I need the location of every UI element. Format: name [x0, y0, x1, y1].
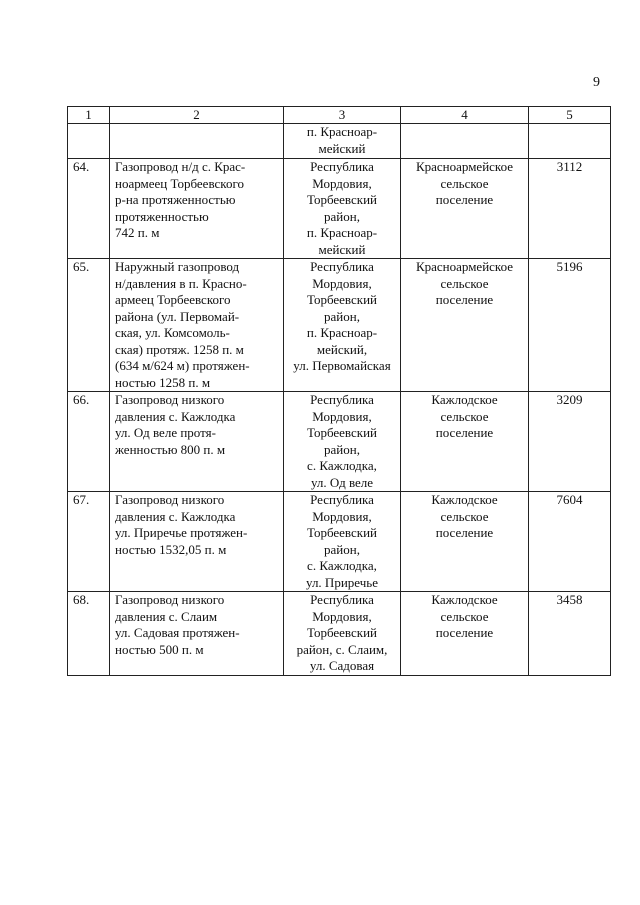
row-number: 65.	[68, 259, 110, 392]
column-header-3: 3	[284, 107, 401, 124]
row-number: 64.	[68, 159, 110, 259]
row-number: 66.	[68, 392, 110, 492]
settlement-name: Красноармейское сельское поселение	[401, 159, 529, 259]
header-row	[68, 107, 611, 124]
column-header-4: 4	[401, 107, 529, 124]
row-number: 68.	[68, 592, 110, 676]
object-length: 7604	[529, 492, 611, 592]
settlement-name: Красноармейское сельское поселение	[401, 259, 529, 392]
gas-pipelines-table	[67, 106, 611, 676]
column-header-1: 1	[68, 107, 110, 124]
table-row	[68, 259, 611, 392]
continuation-length-cell	[529, 124, 611, 159]
table-row	[68, 492, 611, 592]
settlement-name: Кажлодское сельское поселение	[401, 492, 529, 592]
settlement-name: Кажлодское сельское поселение	[401, 392, 529, 492]
object-address: Республика Мордовия, Торбеевский район, с. Слаим, ул. Садовая	[284, 592, 401, 676]
object-address: Республика Мордовия, Торбеевский район, п. Красноар- мейский	[284, 159, 401, 259]
object-name: Газопровод н/д с. Крас- ноармеец Торбеевского р-на протяженностью протяженностью 742 п. м	[110, 159, 284, 259]
object-name: Газопровод низкого давления с. Кажлодка ул. Приречье протяжен- ностью 1532,05 п. м	[110, 492, 284, 592]
continuation-settlement-cell	[401, 124, 529, 159]
object-address: Республика Мордовия, Торбеевский район, с. Кажлодка, ул. Од веле	[284, 392, 401, 492]
object-address: Республика Мордовия, Торбеевский район, п. Красноар- мейский, ул. Первомайская	[284, 259, 401, 392]
table-row	[68, 592, 611, 676]
settlement-name: Кажлодское сельское поселение	[401, 592, 529, 676]
column-header-2: 2	[110, 107, 284, 124]
continuation-row	[68, 124, 611, 159]
object-length: 3458	[529, 592, 611, 676]
table-row	[68, 392, 611, 492]
object-length: 3112	[529, 159, 611, 259]
table-row	[68, 159, 611, 259]
column-header-5: 5	[529, 107, 611, 124]
object-name: Газопровод низкого давления с. Кажлодка ул. Од веле протя- женностью 800 п. м	[110, 392, 284, 492]
continuation-name-cell	[110, 124, 284, 159]
object-name: Газопровод низкого давления с. Слаим ул. Садовая протяжен- ностью 500 п. м	[110, 592, 284, 676]
continuation-address-cell: п. Красноар- мейский	[284, 124, 401, 159]
object-address: Республика Мордовия, Торбеевский район, с. Кажлодка, ул. Приречье	[284, 492, 401, 592]
object-length: 3209	[529, 392, 611, 492]
object-name: Наружный газопровод н/давления в п. Красно- армеец Торбеевского района (ул. Первомай- ская, ул. Комсомоль- ская) протяж. 1258 п. м (634 м/624 м) протяжен- ностью 1258 п. м	[110, 259, 284, 392]
row-number: 67.	[68, 492, 110, 592]
object-length: 5196	[529, 259, 611, 392]
continuation-num-cell	[68, 124, 110, 159]
page-number: 9	[593, 75, 600, 90]
